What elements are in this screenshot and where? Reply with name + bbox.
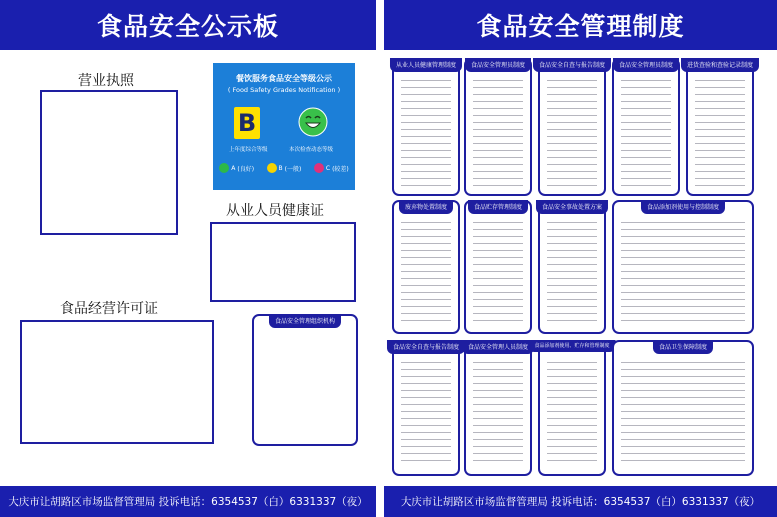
legend-item-b — [267, 163, 302, 173]
policy-card — [534, 340, 610, 476]
food-safety-grades-board — [213, 63, 355, 190]
grades-legend — [213, 163, 355, 173]
policy-card-title: 食品贮存管理制度 — [468, 200, 528, 214]
legend-letter: A — [231, 164, 236, 172]
policy-card-title: 食品安全自查与报告制度 — [533, 58, 611, 72]
policy-text-lines — [401, 222, 451, 324]
left-banner-title: 食品安全公示板 — [96, 12, 279, 41]
right-footer — [384, 486, 777, 517]
policy-card — [612, 58, 680, 196]
legend-note: (一般) — [284, 165, 302, 173]
legend-letter: B — [278, 164, 283, 172]
left-footer-text: 大庆市让胡路区市场监督管理局 投诉电话：6354537（白）6331337（夜） — [8, 496, 368, 508]
legend-letter: C — [325, 164, 331, 172]
legend-note: (良好) — [237, 165, 255, 173]
policy-card — [392, 58, 460, 196]
policy-card-title: 食品安全管理人员制度 — [462, 340, 534, 354]
policy-card — [538, 200, 606, 334]
right-footer-text: 大庆市让胡路区市场监督管理局 投诉电话：6354537（白）6331337（夜） — [400, 496, 761, 508]
policy-text-lines — [621, 362, 745, 466]
policy-text-lines — [547, 222, 597, 324]
smiley-face-icon — [298, 107, 328, 137]
policy-card-title: 进货查验和查验记录制度 — [681, 58, 759, 72]
legend-item-c — [314, 163, 349, 173]
right-banner — [384, 0, 777, 50]
business-license-frame — [40, 90, 178, 235]
health-cert-label: 从业人员健康证 — [226, 203, 324, 219]
left-banner — [0, 0, 376, 50]
policy-card — [464, 200, 532, 334]
legend-item-a — [219, 163, 254, 173]
legend-dot-icon — [219, 163, 229, 173]
policy-card-title: 食品安全自查与报告制度 — [387, 340, 465, 354]
policy-card-title: 食品安全管理员制度 — [613, 58, 679, 72]
policy-card-wide — [612, 340, 754, 476]
policy-text-lines — [547, 80, 597, 186]
policy-text-lines — [473, 222, 523, 324]
policy-card — [464, 58, 532, 196]
policy-card-title: 食品添加剂使用与控制制度 — [641, 200, 725, 214]
policy-card-title: 从业人员健康管理制度 — [390, 58, 462, 72]
operating-permit-label: 食品经营许可证 — [60, 301, 158, 317]
policy-card-wide — [612, 200, 754, 334]
policy-card-title: 食品添加剂使用、贮存和管理制度 — [528, 340, 615, 352]
health-cert-frame — [210, 222, 356, 302]
legend-dot-icon — [314, 163, 324, 173]
grade-letter-badge: B — [234, 107, 260, 139]
grades-subtitle: ( Food Safety Grades Notification ) — [227, 86, 341, 94]
right-banner-title: 食品安全管理制度 — [476, 12, 685, 41]
policy-card-title: 食品安全管理员制度 — [465, 58, 531, 72]
grades-title: 餐饮服务食品安全等级公示 — [236, 74, 332, 83]
policy-card-title: 食品卫生保障制度 — [653, 340, 713, 354]
policy-card — [464, 340, 532, 476]
inspection-grade-label: 本次检查动态等级 — [289, 147, 334, 153]
left-footer — [0, 486, 376, 517]
policy-card — [392, 340, 460, 476]
policy-text-lines — [695, 80, 745, 186]
annual-grade-label: 上年度综合等级 — [229, 147, 268, 153]
policy-text-lines — [401, 80, 451, 186]
policy-card — [538, 58, 606, 196]
panel-divider — [376, 50, 384, 486]
policy-card — [392, 200, 460, 334]
policy-card — [686, 58, 754, 196]
policy-text-lines — [473, 362, 523, 466]
legend-dot-icon — [267, 163, 277, 173]
policy-text-lines — [621, 222, 745, 324]
policy-text-lines — [621, 80, 671, 186]
policy-text-lines — [547, 362, 597, 466]
org-structure-title: 食品安全管理组织机构 — [269, 314, 341, 328]
policy-text-lines — [473, 80, 523, 186]
business-license-label: 营业执照 — [78, 73, 134, 89]
policy-card-title: 废弃物处置制度 — [399, 200, 453, 214]
policy-card-title: 食品安全事故处置方案 — [536, 200, 608, 214]
operating-permit-frame — [20, 320, 214, 444]
policy-text-lines — [401, 362, 451, 466]
org-structure-card — [252, 314, 358, 446]
legend-note: (较差) — [332, 165, 349, 173]
